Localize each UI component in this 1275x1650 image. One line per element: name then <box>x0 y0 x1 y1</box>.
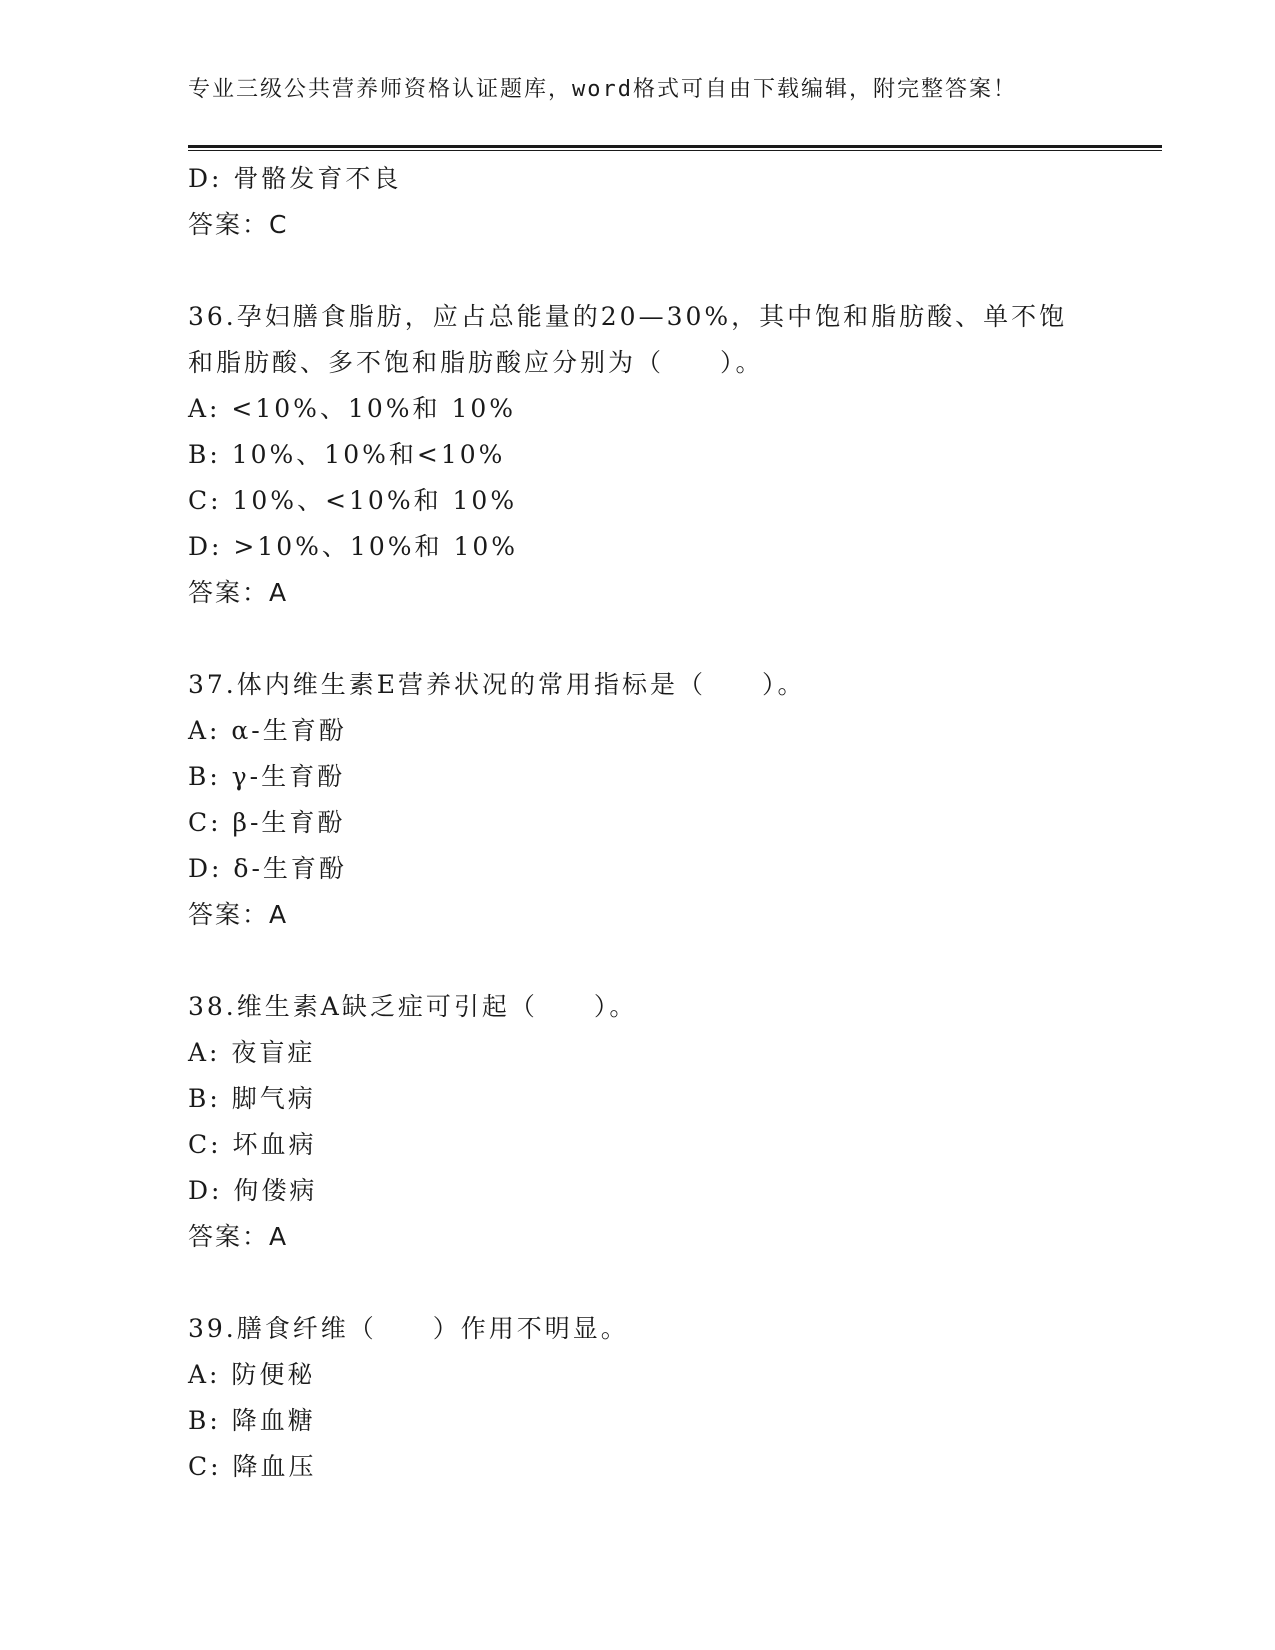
option-a: A: <10%、10%和 10% <box>188 394 517 423</box>
question-stem-line: 39.膳食纤维（ ）作用不明显。 <box>188 1314 629 1343</box>
answer-prev: 答案：C <box>188 210 289 239</box>
option-b: B: 降血糖 <box>188 1406 316 1435</box>
question-stem-line: 38.维生素A缺乏症可引起（ ）。 <box>188 992 638 1021</box>
question-stem-line: 36.孕妇膳食脂肪，应占总能量的20—30%，其中饱和脂肪酸、单不饱 <box>188 302 1068 331</box>
question-39 <box>188 1306 1148 1490</box>
option-b: B: 脚气病 <box>188 1084 316 1113</box>
option-c: C: 10%、<10%和 10% <box>188 486 518 515</box>
question-stem-line: 37.体内维生素E营养状况的常用指标是（ ）。 <box>188 670 806 699</box>
option-b: B: γ-生育酚 <box>188 762 346 791</box>
header-rule <box>188 145 1162 148</box>
option-d: D: δ-生育酚 <box>188 854 347 883</box>
question-38 <box>188 984 1148 1260</box>
spacer <box>188 616 1148 662</box>
question-37 <box>188 662 1148 938</box>
header-rule-thin <box>188 150 1162 151</box>
option-d: D: 佝偻病 <box>188 1176 318 1205</box>
answer: 答案：A <box>188 578 289 607</box>
question-36 <box>188 294 1148 616</box>
answer: 答案：A <box>188 1222 289 1251</box>
spacer <box>188 938 1148 984</box>
option-d-prev: D: 骨骼发育不良 <box>188 164 402 193</box>
spacer <box>188 248 1148 294</box>
option-a: A: 防便秘 <box>188 1360 316 1389</box>
option-b: B: 10%、10%和<10% <box>188 440 506 469</box>
option-a: A: α-生育酚 <box>188 716 347 745</box>
option-c: C: β-生育酚 <box>188 808 346 837</box>
option-a: A: 夜盲症 <box>188 1038 316 1067</box>
answer: 答案：A <box>188 900 289 929</box>
spacer <box>188 1260 1148 1306</box>
option-c: C: 降血压 <box>188 1452 317 1481</box>
page-header: 专业三级公共营养师资格认证题库，word格式可自由下载编辑，附完整答案！ <box>188 77 1017 102</box>
document-body <box>188 156 1148 1490</box>
question-stem-line: 和脂肪酸、多不饱和脂肪酸应分别为（ ）。 <box>188 348 764 377</box>
option-d: D: >10%、10%和 10% <box>188 532 519 561</box>
option-c: C: 坏血病 <box>188 1130 317 1159</box>
